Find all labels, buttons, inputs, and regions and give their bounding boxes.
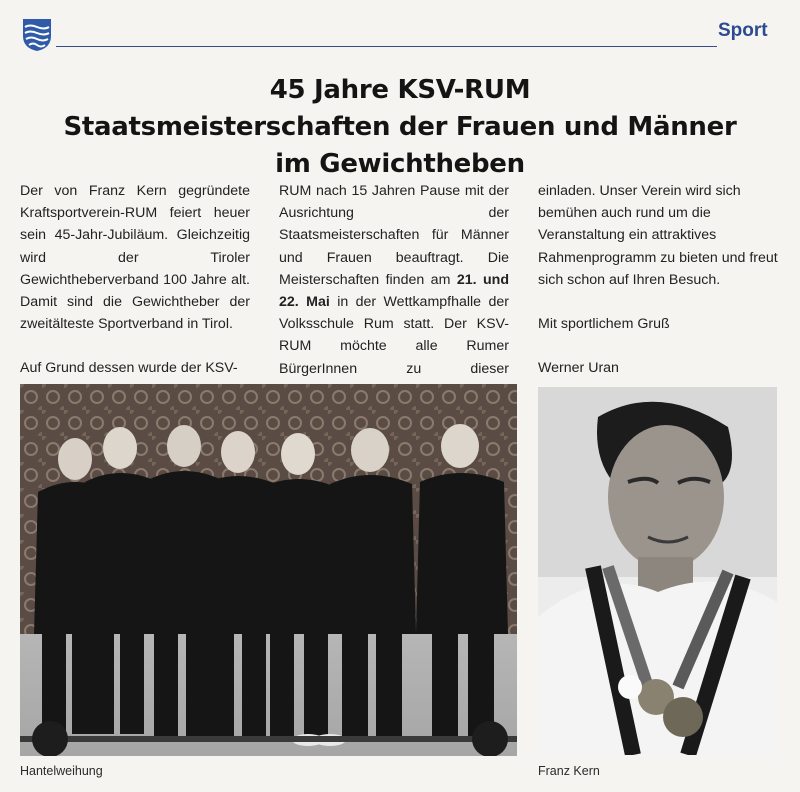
text-column-1 (20, 180, 250, 402)
title-line-2: Staatsmeisterschaften der Frauen und Männer (63, 112, 737, 142)
photo-caption-left: Hantelweihung (20, 764, 103, 778)
municipal-crest-icon (22, 18, 52, 52)
text-run: in der Wettkampfhalle der Volksschule Rum statt. Der KSV-RUM möchte alle Rumer BürgerInnen zu dieser (279, 294, 509, 377)
header-rule (56, 46, 717, 47)
title-line-3: im Gewichtheben (275, 149, 525, 179)
section-label: Sport (718, 20, 768, 41)
title-line-1: 45 Jahre KSV-RUM (269, 75, 531, 105)
photo-caption-right: Franz Kern (538, 764, 600, 778)
team-photo-illustration (20, 384, 517, 756)
portrait-illustration (538, 387, 777, 755)
article-title (20, 72, 780, 183)
signature: Werner Uran (538, 360, 619, 377)
paragraph: Der von Franz Kern gegründete Kraftsportverein-RUM feiert heuer sein 45-Jahr-Jubiläum. Gleichzeitig wird der Tiroler Gewichtheberverband 100 Jahre alt. Damit sind die Gewichtheber der zweitälteste Sportverband in Tirol. (20, 183, 250, 333)
greeting: Mit sportlichem Gruß (538, 316, 670, 333)
portrait-photo (538, 387, 777, 755)
text-run: RUM nach 15 Jahren Pause mit der Ausrichtung der Staatsmeisterschaften für Männer und Frauen beauftragt. Die Meisterschaften finden am (279, 183, 509, 288)
team-photo (20, 384, 517, 756)
paragraph: einladen. Unser Verein wird sich bemühen auch rund um die Veranstaltung ein attraktives Rahmenprogramm zu bieten und freut sich schon auf Ihren Besuch. (538, 183, 778, 288)
text-column-3 (538, 180, 778, 401)
paragraph: Auf Grund dessen wurde der KSV- (20, 360, 238, 377)
paragraph (279, 180, 509, 402)
event-date: 21. und 22. Mai (279, 271, 509, 311)
